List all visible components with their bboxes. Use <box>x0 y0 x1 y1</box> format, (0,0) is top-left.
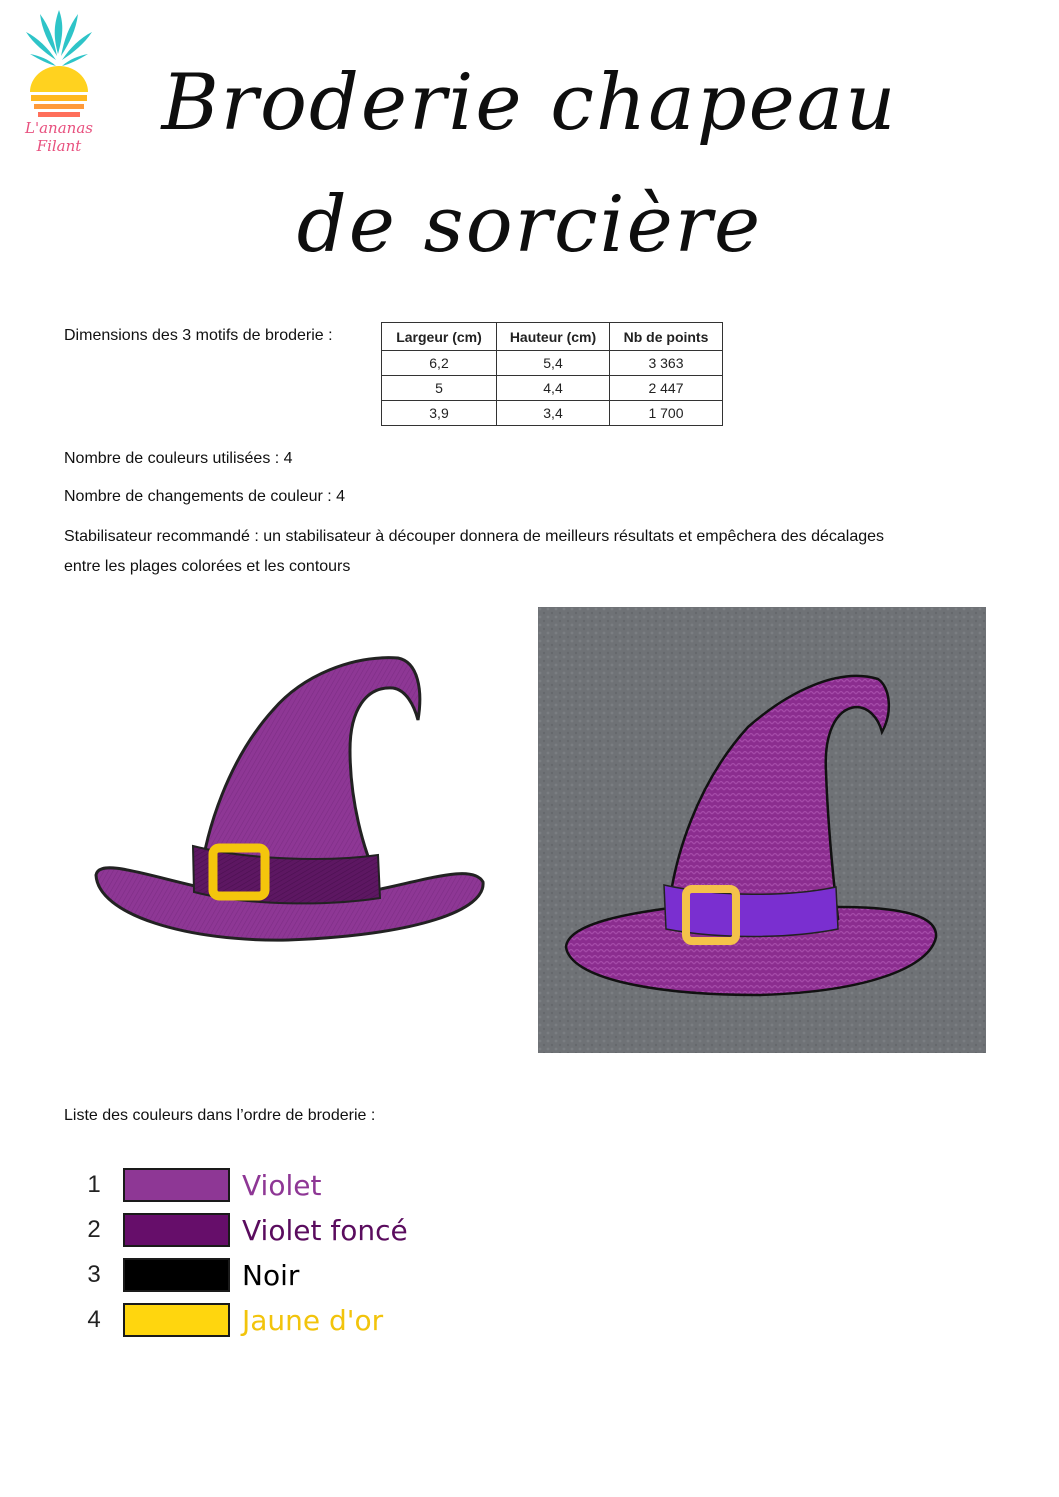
color-number: 1 <box>87 1171 101 1198</box>
color-number: 2 <box>87 1216 101 1243</box>
color-swatch <box>123 1303 230 1337</box>
color-swatch <box>123 1168 230 1202</box>
dimensions-label: Dimensions des 3 motifs de broderie : <box>64 327 333 344</box>
color-name: Violet foncé <box>242 1214 408 1247</box>
dimensions-table <box>381 322 723 426</box>
num-changes-text: Nombre de changements de couleur : 4 <box>64 488 346 505</box>
table-cell: 3,9 <box>382 401 497 426</box>
color-number: 4 <box>87 1306 101 1333</box>
stabilizer-text-line2: entre les plages colorées et les contours <box>64 558 351 575</box>
list-item <box>80 1165 480 1205</box>
list-item <box>80 1210 480 1250</box>
table-row <box>382 376 723 401</box>
page-title-line2: de sorcière <box>296 180 763 270</box>
color-swatch <box>123 1258 230 1292</box>
hat-design-image <box>88 650 488 995</box>
table-header: Nb de points <box>610 323 723 351</box>
logo-text-line1: L'ananas <box>25 119 93 137</box>
table-cell: 6,2 <box>382 351 497 376</box>
color-number: 3 <box>87 1261 101 1288</box>
table-cell: 2 447 <box>610 376 723 401</box>
table-cell: 5 <box>382 376 497 401</box>
table-header: Hauteur (cm) <box>497 323 610 351</box>
table-cell: 4,4 <box>497 376 610 401</box>
embroidered-hat-photo <box>538 607 986 1053</box>
table-header-row <box>382 323 723 351</box>
table-cell: 5,4 <box>497 351 610 376</box>
table-cell: 3,4 <box>497 401 610 426</box>
num-colors-text: Nombre de couleurs utilisées : 4 <box>64 450 293 467</box>
page-title-line1: Broderie chapeau <box>161 58 898 148</box>
list-item <box>80 1255 480 1295</box>
color-list-label: Liste des couleurs dans l’ordre de broderie : <box>64 1107 376 1124</box>
table-row <box>382 401 723 426</box>
table-row <box>382 351 723 376</box>
color-name: Jaune d'or <box>242 1304 384 1337</box>
table-cell: 3 363 <box>610 351 723 376</box>
stabilizer-text-line1: Stabilisateur recommandé : un stabilisateur à découper donnera de meilleurs résultats et empêchera des décalages <box>64 528 885 545</box>
list-item <box>80 1300 480 1340</box>
color-name: Noir <box>242 1259 300 1292</box>
color-swatch <box>123 1213 230 1247</box>
color-name: Violet <box>242 1169 322 1202</box>
table-cell: 1 700 <box>610 401 723 426</box>
table-header: Largeur (cm) <box>382 323 497 351</box>
logo-text-line2: Filant <box>36 137 82 155</box>
